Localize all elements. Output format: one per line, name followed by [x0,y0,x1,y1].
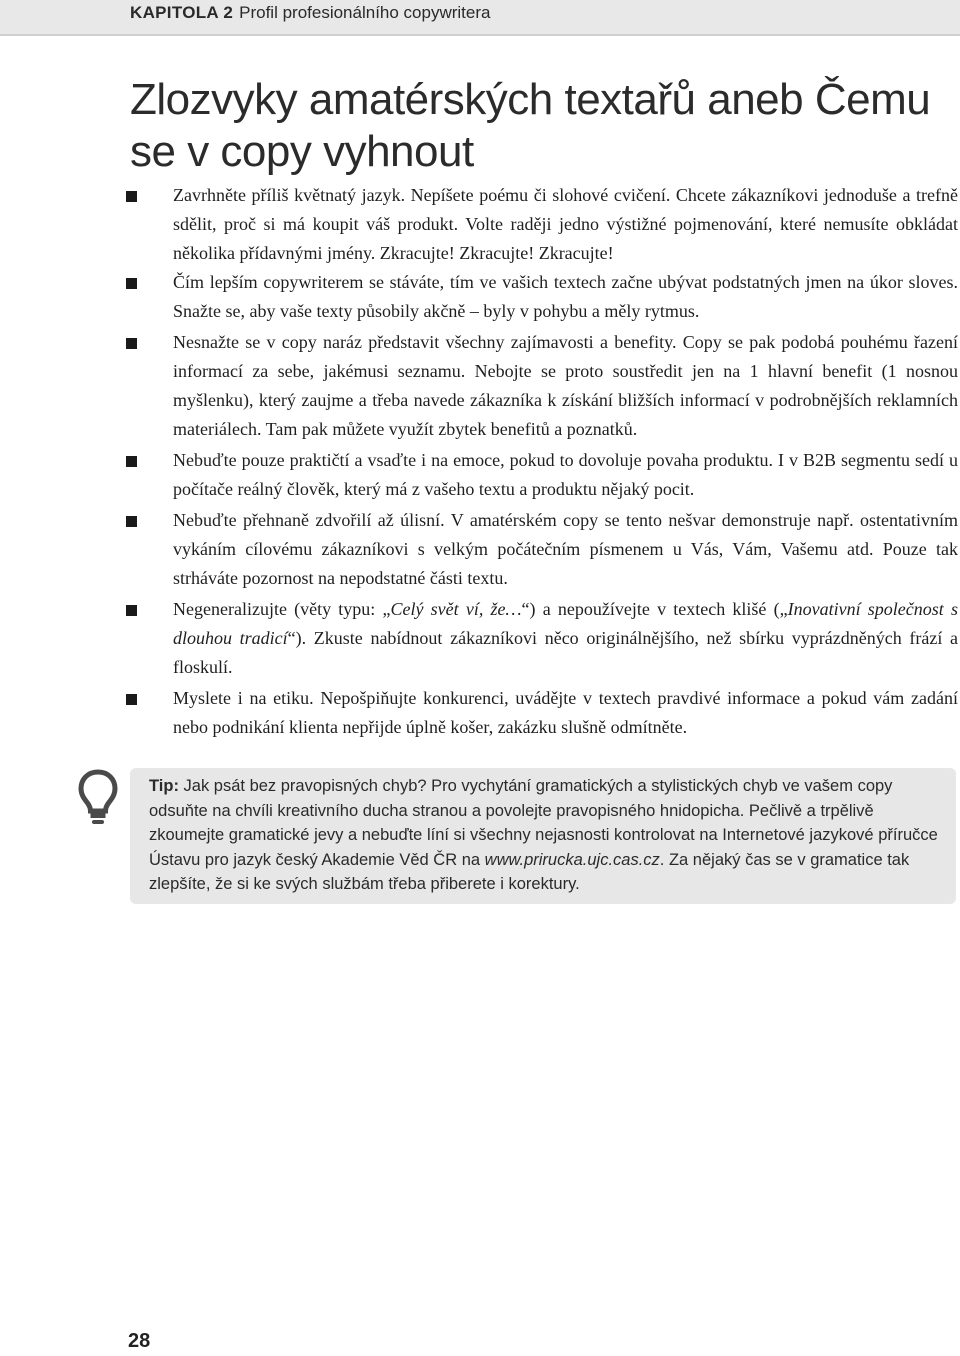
bullet-text: Nesnažte se v copy naráz představit všechny zajímavosti a benefity. Copy se pak podobá pouhému řazení informací za sebe, jakémusi seznamu. Nebojte se proto soustředit jen na 1 hlavní benefit (1 nosnou myšlenku), který zaujme a třeba navede zákazníka k získání bližších informací v podrobnějších reklamních materiálech. Tam pak můžete využít zbytek benefitů a poznatků. [173,332,958,439]
square-bullet-icon [126,516,137,527]
page-number: 28 [128,1330,151,1352]
bullet-item [173,181,958,268]
tip-text: Jak psát bez pravopisných chyb? Pro vychytání gramatických a stylistických chyb ve vašem copy odsuňte na chvíli kreativního ducha stranou a povolejte pravopisného hnidopicha. Pečlivě a trpělivě zkoumejte gramatické jevy a nebuďte líní si všechny nejasnosti kontrolovat na Internetové jazykové příručce Ústavu pro jazyk český Akademie Věd ČR na [149,777,938,869]
bullet-text-part: “) a nepoužívejte v textech klišé („ [521,599,788,619]
running-header [0,0,960,36]
bullet-italic-quote: Celý svět ví, že… [390,599,522,619]
square-bullet-icon [126,694,137,705]
lightbulb-icon [78,768,118,826]
chapter-label: KAPITOLA 2 [130,3,234,22]
bullet-text-part: Negeneralizujte (věty typu: „ [173,599,391,619]
square-bullet-icon [126,456,137,467]
bullet-italic-quote: Inovativní společnost s dlouhou tradicí [173,599,958,648]
running-header-text [130,0,490,26]
bullet-item [173,595,958,682]
chapter-title: Profil profesionálního copywritera [239,3,491,22]
bullet-text: Myslete i na etiku. Nepošpiňujte konkurenci, uvádějte v textech pravdivé informace a pokud vám zadání nebo podnikání klienta nepřijde úplně košer, zakázku slušně odmítněte. [173,688,958,737]
square-bullet-icon [126,338,137,349]
bullet-item [173,268,958,326]
bullet-item [173,328,958,444]
bullet-item [173,506,958,593]
section-heading: Zlozvyky amatérských textařů aneb Čemu se v copy vyhnout [130,75,931,176]
tip-text: . Za nějaký čas se v gramatice tak zlepšíte, že si ke svých službám třeba přiberete i korektury. [149,850,910,893]
bullet-text-part: “). Zkuste nabídnout zákazníkovi něco originálnějšího, než sbírku vyprázdněných frází a floskulí. [173,628,958,677]
bullet-text: Nebuďte přehnaně zdvořilí až úlisní. V amatérském copy se tento nešvar demonstruje např. ostentativním vykáním cílovému zákazníkovi s velkým počátečním písmenem u Vás, Vám, Vašemu atd. Pouze tak strháváte pozornost na nepodstatné části textu. [173,510,958,588]
bullet-list [173,181,958,744]
tip-label: Tip: [149,777,179,795]
bullet-item [173,684,958,742]
tip-box [130,768,956,904]
bullet-text: Nebuďte pouze praktičtí a vsaďte i na emoce, pokud to dovoluje povaha produktu. I v B2B segmentu sedí u počítače reálný člověk, který má z vašeho textu a produktu nějaký pocit. [173,450,958,499]
tip-link[interactable]: www.prirucka.ujc.cas.cz [484,850,660,869]
bullet-item [173,446,958,504]
square-bullet-icon [126,278,137,289]
bullet-text: Čím lepším copywriterem se stáváte, tím ve vašich textech začne ubývat podstatných jmen na úkor sloves. Snažte se, aby vaše texty působily akčně – byly v pohybu a měly rytmus. [173,272,958,321]
square-bullet-icon [126,605,137,616]
bullet-text: Zavrhněte příliš květnatý jazyk. Nepíšete poému či slohové cvičení. Chcete zákazníkovi jednoduše a trefně sdělit, proč si má koupit váš produkt. Volte raději jedno výstižné pojmenování, které nemusíte obkládat několika přídavnými jmény. Zkracujte! Zkracujte! Zkracujte! [173,185,958,263]
square-bullet-icon [126,191,137,202]
